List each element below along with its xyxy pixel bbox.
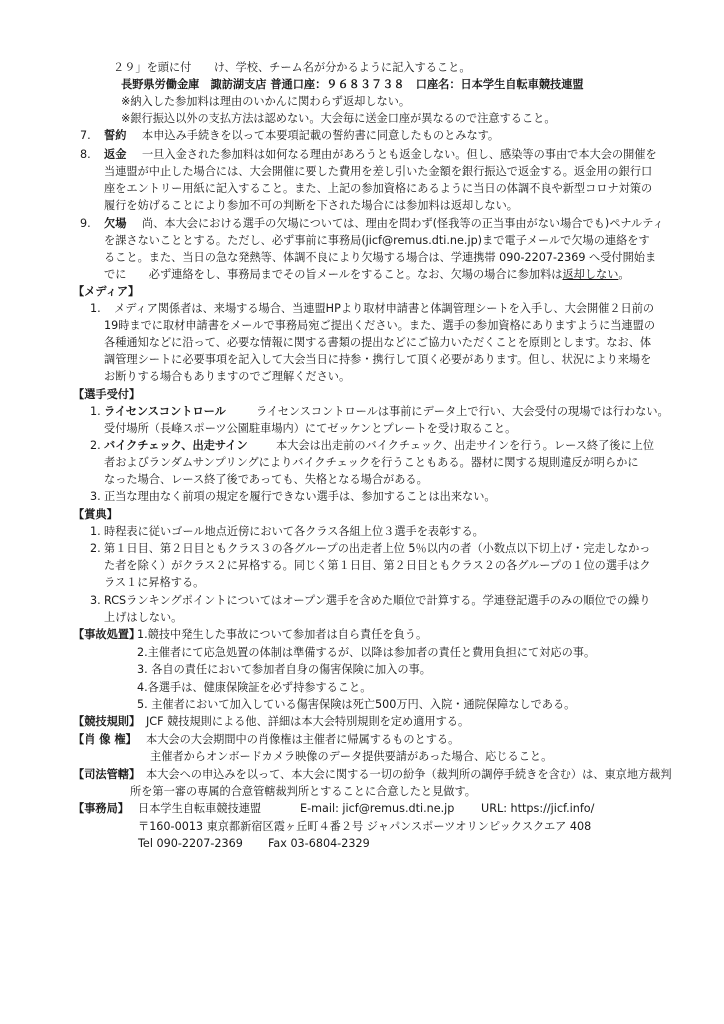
- item-9-title: 欠場: [104, 217, 127, 230]
- reception-2-title: バイクチェック、出走サイン: [104, 439, 248, 452]
- item-9-period: 。: [618, 268, 630, 281]
- item-8-line-3: 座をエントリー用紙に記入すること。また、上記の参加資格にあるように当日の体調不良や新型コロナ対策の: [104, 182, 653, 195]
- media-heading: 【メディア】: [73, 285, 140, 298]
- item-8-title: 返金: [104, 148, 127, 161]
- item-9-line-3: ること。また、当日の急な発熱等、体調不良により欠場する場合は、学連携帯 090-2207-2369 へ受付開始ま: [104, 251, 657, 264]
- media-line-5: お断りする場合もありますのでご理解ください。: [104, 370, 351, 383]
- awards-2-number: 2.: [90, 542, 101, 555]
- office-name: 日本学生自転車競技連盟: [138, 802, 262, 815]
- item-9-line-4: [104, 267, 630, 283]
- media-number: 1.: [90, 302, 101, 315]
- item-7-number: 7.: [80, 129, 91, 142]
- jurisdiction-heading: 【司法管轄】: [73, 768, 141, 781]
- awards-3-line-1: RCSランキングポイントについてはオープン選手を含めた順位で計算する。学連登記選手のみの順位での繰り: [104, 594, 651, 607]
- item-8-line-2: 当連盟が中止した場合には、大会開催に要した費用を差し引いた金額を銀行振込で返金する。返金用の銀行口: [104, 165, 653, 178]
- portrait-heading: 【肖 像 権】: [73, 733, 137, 746]
- media-line-3: 各種通知などに沿って、必要な情報に関する書類の提出などにご協力いただくことを原則とします。なお、体: [104, 336, 652, 349]
- reception-1-line-1: ライセンスコントロールは事前にデータ上で行い、大会受付の現場では行わない。: [256, 405, 669, 418]
- item-7-title: 誓約: [104, 129, 127, 142]
- awards-2-line-2: た者を除く）がクラス２に昇格する。同じく第１日目、第２日目ともクラス２の各グループの１位の選手はク: [104, 559, 651, 572]
- refund-note: ※納入した参加料は理由のいかんに関わらず返却しない。: [121, 95, 411, 108]
- payment-method-note: ※銀行振込以外の支払方法は認めない。大会毎に送金口座が異なるので注意すること。: [121, 112, 556, 125]
- awards-heading: 【賞典】: [73, 508, 118, 521]
- reception-heading: 【選手受付】: [73, 388, 141, 401]
- reception-2-line-1: 本大会は出走前のバイクチェック、出走サインを行う。レース終了後に上位: [276, 439, 655, 452]
- office-phone: Tel 090-2207-2369: [138, 837, 243, 850]
- awards-2-line-3: ラス１に昇格する。: [104, 576, 205, 589]
- awards-2-line-1: 第１日目、第２日目ともクラス３の各グループの出走者上位 5％以内の者（小数点以下切上げ・完走しなかっ: [104, 542, 651, 555]
- office-fax: Fax 03-6804-2329: [268, 837, 370, 850]
- accident-line-3: 3. 各自の責任において参加者自身の傷害保険に加入の事。: [137, 663, 431, 676]
- item-9-line-4-text: でに 必ず連絡をし、事務局までその旨メールをすること。なお、欠場の場合に参加料は: [104, 268, 563, 281]
- rules-text: JCF 競技規則による他、詳細は本大会特別規則を定め適用する。: [146, 715, 470, 728]
- reception-1-number: 1.: [90, 405, 101, 418]
- office-heading: 【事務局】: [73, 802, 129, 815]
- accident-heading: 【事故処置】: [73, 628, 141, 641]
- rules-heading: 【競技規則】: [73, 715, 141, 728]
- portrait-line-1: 本大会の大会期間中の肖像権は主催者に帰属するものとする。: [146, 733, 460, 746]
- item-9-line-1: 尚、本大会における選手の欠場については、理由を問わず(怪我等の正当事由がない場合でも)ペナルティ: [142, 217, 664, 230]
- reception-3-line: 正当な理由なく前項の規定を履行できない選手は、参加することは出来ない。: [104, 490, 496, 503]
- item-8-number: 8.: [80, 148, 91, 161]
- reception-1-line-2: 受付場所（長峰スポーツ公園駐車場内）にてゼッケンとプレートを受け取ること。: [104, 422, 517, 435]
- portrait-line-2: 主催者からオンボードカメラ映像のデータ提供要請があった場合、応じること。: [150, 750, 553, 763]
- accident-line-4: 4.各選手は、健康保険証を必ず持参すること。: [137, 681, 372, 694]
- accident-line-5: 5. 主催者において加入している傷害保険は死亡500万円、入院・通院保障なしである。: [137, 698, 576, 711]
- entry-note-continuation: ２９」を頭に付 け、学校、チーム名が分かるように記入すること。: [113, 61, 471, 74]
- reception-3-number: 3.: [90, 490, 101, 503]
- reception-2-line-2: 者およびランダムサンプリングによりバイクチェックを行うこともある。器材に関する規則違反が明らかに: [104, 456, 639, 469]
- reception-2-number: 2.: [90, 439, 101, 452]
- item-8-line-4: 履行を妨げることにより参加不可の判断を下された場合には参加料は返却しない。: [104, 199, 518, 212]
- item-7-text: 本申込み手続きを以って本要項記載の誓約書に同意したものとみなす。: [142, 129, 500, 142]
- bank-account-info: 長野県労働金庫 諏訪湖支店 普通口座：９６８３７３８ 口座名：日本学生自転車競技連盟: [121, 78, 584, 91]
- media-line-2: 19時までに取材申請書をメールで事務局宛ご提出ください。また、選手の参加資格にありますように当連盟の: [104, 319, 656, 332]
- jurisdiction-line-2: 所を第一審の専属的合意管轄裁判所とすることに合意したと見做す。: [130, 785, 476, 798]
- awards-3-line-2: 上げはしない。: [104, 611, 183, 624]
- media-line-1: メディア関係者は、来場する場合、当連盟HPより取材申請書と体調管理シートを入手し、大会開催２日前の: [114, 302, 655, 315]
- item-9-emphasis: 返却しない: [562, 268, 619, 281]
- media-line-4: 調管理シートに必要事項を記入して大会当日に持参・携行して頂く必要があります。但し、状況により来場を: [104, 353, 652, 366]
- office-url: URL: https://jicf.info/: [481, 802, 595, 815]
- office-address: 〒160-0013 東京都新宿区霞ヶ丘町４番２号 ジャパンスポーツオリンピックスクエア 408: [138, 820, 592, 833]
- awards-1-line: 時程表に従いゴール地点近傍において各クラス各組上位３選手を表彰する。: [104, 525, 484, 538]
- awards-1-number: 1.: [90, 525, 101, 538]
- accident-line-2: 2.主催者にて応急処置の体制は準備するが、以降は参加者の責任と費用負担にて対応の事。: [137, 646, 596, 659]
- office-email: E-mail: jicf@remus.dti.ne.jp: [300, 802, 455, 815]
- awards-3-number: 3.: [90, 594, 101, 607]
- item-9-number: 9.: [80, 217, 91, 230]
- jurisdiction-line-1: 本大会への申込みを以って、本大会に関する一切の紛争（裁判所の調停手続きを含む）は、東京地方裁判: [146, 768, 672, 781]
- accident-line-1: 1.競技中発生した事故について参加者は自ら責任を負う。: [137, 628, 428, 641]
- item-9-line-2: を課さないこととする。ただし、必ず事前に事務局(jicf@remus.dti.ne.jp)まで電子メールで欠場の連絡をす: [104, 234, 650, 247]
- reception-1-title: ライセンスコントロール: [104, 405, 226, 418]
- reception-2-line-3: なった場合、レース終了後であっても、失格となる場合がある。: [104, 473, 428, 486]
- item-8-line-1: 一旦入金された参加料は如何なる理由があろうとも返金しない。但し、感染等の事由で本大会の開催を: [142, 148, 657, 161]
